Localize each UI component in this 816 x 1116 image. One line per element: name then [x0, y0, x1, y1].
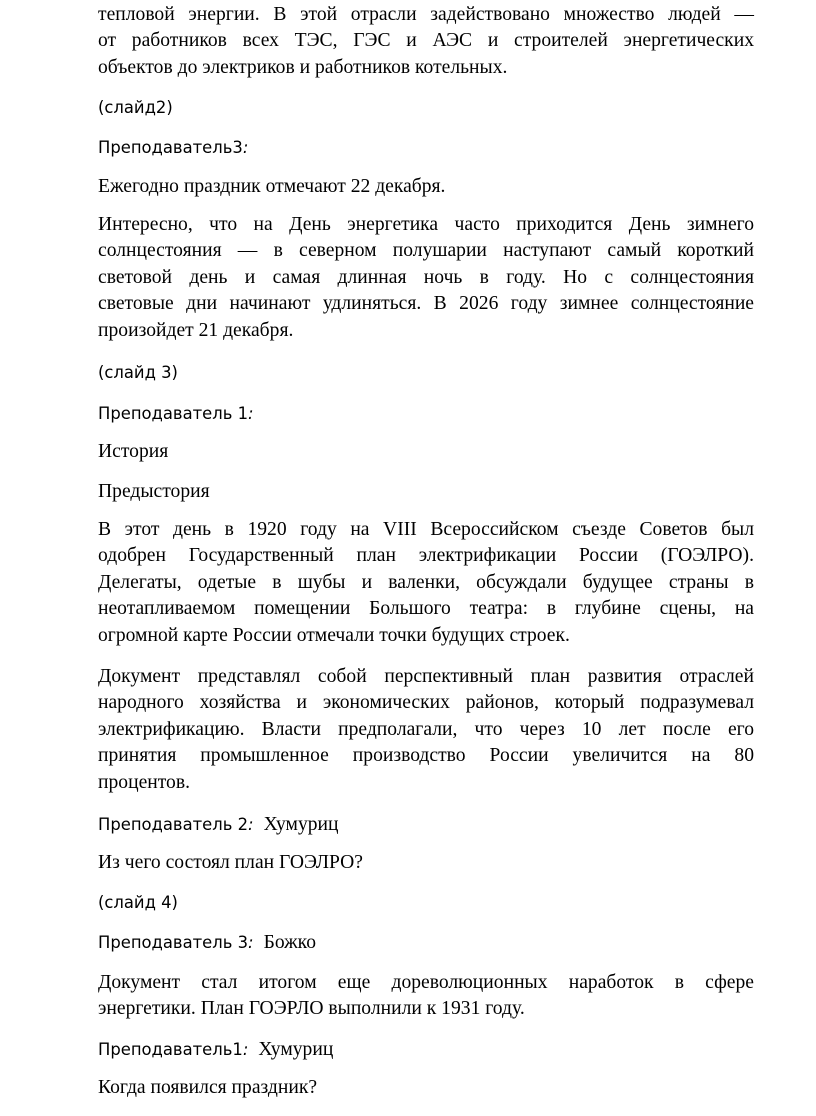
slide-label: (слайд 3) — [98, 363, 178, 382]
speaker-name: Хумуриц — [258, 1039, 334, 1060]
text-line: Документ стал итогом еще дореволюционных наработок в сфере — [98, 972, 754, 993]
speaker-colon: : — [248, 933, 254, 952]
slide-label: (слайд2) — [98, 98, 173, 117]
text-line: солнцестояния — в северном полушарии наступают самый короткий — [98, 240, 754, 262]
question-holiday-origin — [98, 1075, 754, 1101]
speaker-label: Преподаватель 3 — [98, 933, 249, 952]
speaker-colon: : — [242, 138, 249, 157]
paragraph-goelro-congress — [98, 517, 754, 649]
text-line: произойдет 21 декабря. — [98, 319, 294, 341]
text-line: Делегаты, одетые в шубы и валенки, обсуждали будущее страны в — [98, 571, 754, 593]
text-line: История — [98, 441, 169, 462]
speaker-line-teacher2 — [98, 812, 754, 838]
paragraph-goelro-result — [98, 970, 754, 1023]
slide-label: (слайд 4) — [98, 893, 178, 912]
speaker-colon: : — [248, 815, 254, 834]
text-line: Когда появился праздник? — [98, 1077, 318, 1098]
speaker-label: Преподаватель 1 — [98, 404, 249, 423]
text-line: Документ представлял собой перспективный план развития отраслей — [98, 666, 754, 687]
slide-marker-2 — [98, 95, 754, 121]
speaker-line-teacher3 — [98, 135, 754, 161]
text-line: огромной карте России отмечали точки будущих строек. — [98, 624, 570, 646]
speaker-name: Божко — [263, 932, 316, 953]
heading-history — [98, 439, 754, 465]
speaker-label: Преподаватель3 — [98, 138, 243, 157]
question-goelro-composition — [98, 850, 754, 876]
paragraph-energy-sector — [98, 2, 754, 81]
text-line: тепловой энергии. В этой отрасли задействовано множество людей — — [98, 4, 754, 25]
text-line: от работников всех ТЭС, ГЭС и АЭС и строителей энергетических — [98, 30, 754, 52]
paragraph-solstice — [98, 212, 754, 344]
heading-prehistory — [98, 479, 754, 505]
text-line: электрификацию. Власти предполагали, что через 10 лет после его — [98, 718, 754, 740]
speaker-label: Преподаватель 2 — [98, 815, 249, 834]
text-line: Из чего состоял план ГОЭЛРО? — [98, 852, 363, 873]
speaker-name: Хумуриц — [263, 814, 339, 835]
slide-marker-4 — [98, 890, 754, 916]
speaker-line-teacher1-khumurits — [98, 1037, 754, 1063]
slide-marker-3 — [98, 360, 754, 386]
text-line: световые дни начинают удлиняться. В 2026 году зимнее солнцестояние — [98, 293, 754, 315]
text-line: энергетики. План ГОЭРЛО выполнили к 1931 году. — [98, 998, 525, 1020]
text-line: Предыстория — [98, 481, 210, 502]
speaker-colon: : — [248, 404, 254, 423]
text-line: Интересно, что на День энергетика часто приходится День зимнего — [98, 214, 754, 235]
text-line: неотапливаемом помещении Большого театра: в глубине сцены, на — [98, 598, 754, 620]
text-line: процентов. — [98, 771, 190, 793]
text-line: объектов до электриков и работников котельных. — [98, 56, 508, 78]
speaker-line-teacher1 — [98, 401, 754, 427]
text-line: народного хозяйства и экономических районов, который подразумевал — [98, 692, 754, 714]
speaker-label: Преподаватель1 — [98, 1040, 243, 1059]
text-line: одобрен Государственный план электрификации России (ГОЭЛРО). — [98, 545, 754, 567]
paragraph-annual-date — [98, 174, 754, 200]
text-line: световой день и самая длинная ночь в году. Но с солнцестояния — [98, 266, 754, 288]
speaker-colon: : — [242, 1040, 249, 1059]
text-line: В этот день в 1920 году на VIII Всероссийском съезде Советов был — [98, 519, 754, 540]
text-line: Ежегодно праздник отмечают 22 декабря. — [98, 176, 446, 197]
speaker-line-teacher3-bozhko — [98, 930, 754, 956]
paragraph-goelro-plan — [98, 664, 754, 796]
text-line: принятия промышленное производство России увеличится на 80 — [98, 745, 754, 767]
